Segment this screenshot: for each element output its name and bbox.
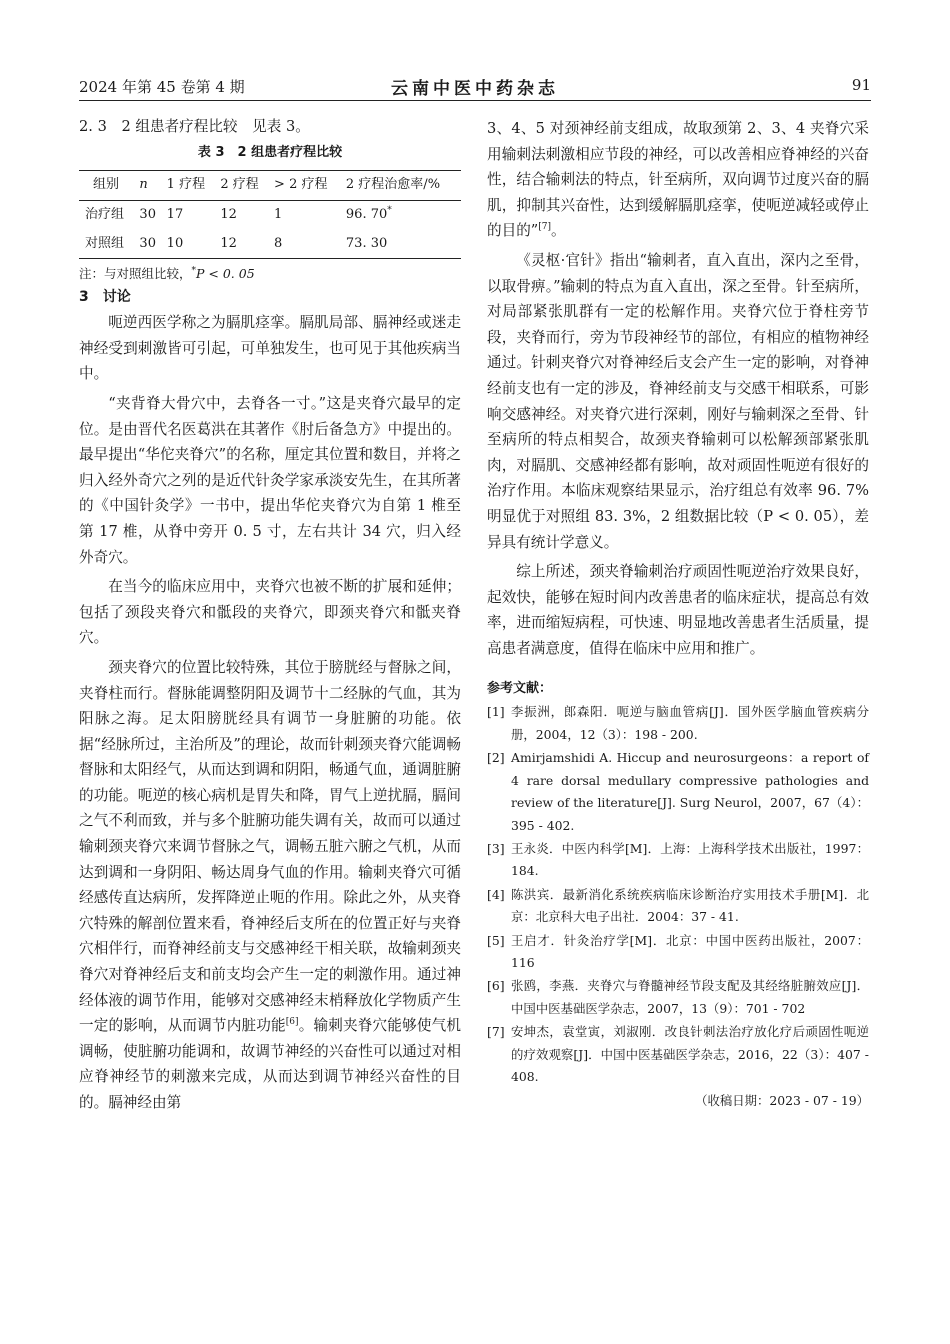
received-date: （收稿日期：2023 - 07 - 19） (695, 1093, 869, 1109)
table-row (79, 229, 461, 258)
table-caption: 表 3 2 组患者疗程比较 (197, 144, 343, 160)
table-header-row (79, 170, 461, 200)
reference-item: [5] 王启才．针灸治疗学[M]．北京：中国中医药出版社，2007：116 (487, 932, 869, 970)
section-2-3-title: 2. 3 2 组患者疗程比较 见表 3。 (79, 118, 310, 135)
col-header-group: 组别 (93, 177, 120, 193)
reference-item: [7] 安坤杰，袁堂寅，刘淑刚．改良针刺法治疗放化疗后顽固性呃逆的疗效观察[J]．中国中医基础医学杂志，2016，22（3）：407 - 408. (487, 1024, 869, 1084)
reference-item: [2] Amirjamshidi A. Hiccup and neurosurgeons：a report of 4 rare dorsal medullary compressive pathologies and review of the literature[J]. Surg Neurol，2007，67（4）：395 - 402. (487, 750, 869, 833)
cell-n: 30 (139, 207, 156, 223)
page-number: 91 (851, 76, 871, 94)
header-rule (79, 100, 871, 101)
journal-issue: 2024 年第 45 卷第 4 期 (79, 78, 245, 96)
cell-cure-rate: 96. 70* (345, 205, 392, 223)
paragraph: 综上所述，颈夹脊输刺治疗顽固性呃逆治疗效果良好，起效快，能够在短时间内改善患者的临床症状，提高总有效率，进而缩短病程，可快速、明显地改善患者生活质量，提高患者满意度，值得在临床中应用和推广。 (487, 563, 869, 657)
left-column (79, 114, 461, 1116)
reference-item: [1] 李振洲，郎森阳．呃逆与脑血管病[J]．国外医学脑血管疾病分册，2004，12（3）：198 - 200. (487, 704, 869, 742)
table-3 (79, 170, 461, 259)
col-header-1-course: 1 疗程 (166, 177, 206, 193)
references-list (487, 701, 869, 1088)
references-title: 参考文献： (487, 681, 553, 697)
table-note: 注：与对照组比较，*P < 0. 05 (79, 265, 255, 281)
reference-item: [6] 张鸥，李燕．夹脊穴与脊髓神经节段支配及其经络脏腑效应[J]．中国中医基础医学杂志，2007，13（9）：701 - 702 (487, 978, 869, 1016)
col-header-2-course: 2 疗程 (220, 177, 259, 193)
paragraph: “夹背脊大骨穴中，去脊各一寸。”这是夹脊穴最早的定位。是由晋代名医葛洪在其著作《肘后备急方》中提出的。最早提出“华佗夹脊穴”的名称，厘定其位置和数目，并将之归入经外奇穴之列的是近代针灸学家承淡安先生，在其所著的《中国针灸学》一书中，提出华佗夹脊穴为自第 1 椎至第 17 椎，从脊中旁开 0. 5 寸，左右共计 34 穴，归入经外奇穴。 (79, 394, 461, 566)
significance-marker: * (387, 205, 392, 216)
paragraph: 3、4、5 对颈神经前支组成，故取颈第 2、3、4 夹脊穴采用输刺法刺激相应节段的神经，可以改善相应脊神经的兴奋性，结合输刺法的特点，针至病所，双向调节过度兴奋的膈肌，抑制其兴奋性，达到缓解膈肌痉挛，使呃逆减轻或停止的目的”[7]。 (487, 120, 869, 240)
right-column (487, 116, 869, 1112)
col-header-cure-rate: 2 疗程治愈率/% (345, 177, 441, 193)
cell-2-course: 12 (220, 207, 237, 223)
cell-1-course: 17 (166, 207, 184, 223)
reference-item: [3] 王永炎．中医内科学[M]．上海：上海科学技术出版社，1997：184. (487, 840, 869, 879)
reference-item: [4] 陈洪宾．最新消化系统疾病临床诊断治疗实用技术手册[M]．北京：北京科大电子出社．2004：37 - 41. (487, 886, 869, 925)
cell-2-course: 12 (220, 235, 237, 251)
paragraph: 颈夹脊穴的位置比较特殊，其位于膀胱经与督脉之间，夹脊柱而行。督脉能调整阴阳及调节十二经脉的气血，其为阳脉之海。足太阳膀胱经具有调节一身脏腑的功能。依据“经脉所过，主治所及”的理论，故而针刺颈夹脊穴能调畅督脉和太阳经气，从而达到调和阴阳，畅通气血，通调脏腑的功能。呃逆的核心病机是胃失和降，胃气上逆扰膈，膈间之气不利而致，并与多个脏腑功能失调有关，故而可以通过输刺颈夹脊穴来调节督脉之气，调畅五脏六腑之气机，从而达到调和一身阴阳、畅达周身气血的作用。输刺夹脊穴可循经感传直达病所，发挥降逆止呃的作用。除此之外，从夹脊穴特殊的解剖位置来看，脊神经后支所在的位置正好与夹脊穴相伴行，而脊神经前支与交感神经干相关联，故输刺颈夹脊穴对脊神经后支和前支均会产生一定的刺激作用。通过神经体液的调节作用，能够对交感神经末梢释放化学物质产生一定的影响，从而调节内脏功能[6]。输刺夹脊穴能够使气机调畅，使脏腑功能调和，故调节神经的兴奋性可以通过对相应脊神经节的刺激来完成，从而达到调节神经兴奋性的目的。膈神经由第 (79, 658, 461, 1111)
section-3-title: 3 讨论 (79, 288, 131, 305)
running-header (79, 74, 871, 100)
citation: [6] (285, 1017, 299, 1028)
cell-cure-rate: 73. 30 (345, 235, 388, 251)
paragraph: 呃逆西医学称之为膈肌痉挛。膈肌局部、膈神经或迷走神经受到刺激皆可引起，可单独发生，也可见于其他疾病当中。 (79, 314, 461, 383)
col-header-n: n (139, 177, 148, 193)
cell-n: 30 (139, 235, 156, 251)
citation: [7] (538, 222, 551, 233)
col-header-gt2-course: > 2 疗程 (274, 177, 328, 193)
cell-gt2-course: 1 (274, 207, 283, 223)
cell-1-course: 10 (166, 235, 184, 251)
journal-title: 云南中医中药杂志 (391, 79, 559, 99)
cell-group: 治疗组 (85, 207, 125, 223)
paragraph: 《灵枢·官针》指出“输刺者，直入直出，深内之至骨，以取骨痹。”输刺的特点为直入直出，深之至骨。针至病所，对局部紧张肌群有一定的松解作用。夹脊穴位于脊柱旁节段，夹脊而行，旁为节段神经节的部位，有相应的植物神经通过。针刺夹脊穴对脊神经后支会产生一定的影响，对脊神经前支也有一定的涉及，脊神经前支与交感干相联系，可影响交感神经。对夹脊穴进行深刺，刚好与输刺深之至骨、针至病所的特点相契合，故颈夹脊输刺可以松解颈部紧张肌肉，对膈肌、交感神经都有影响，故对顽固性呃逆有很好的治疗作用。本临床观察结果显示，治疗组总有效率 96. 7% 明显优于对照组 83. 3%，2 组数据比较（P < 0. 05），差异具有统计学意义。 (487, 251, 869, 551)
paragraph: 在当今的临床应用中，夹脊穴也被不断的扩展和延伸；包括了颈段夹脊穴和骶段的夹脊穴，即颈夹脊穴和骶夹脊穴。 (79, 578, 461, 647)
cell-gt2-course: 8 (274, 235, 283, 251)
table-row (79, 200, 461, 229)
cell-group: 对照组 (85, 235, 125, 251)
